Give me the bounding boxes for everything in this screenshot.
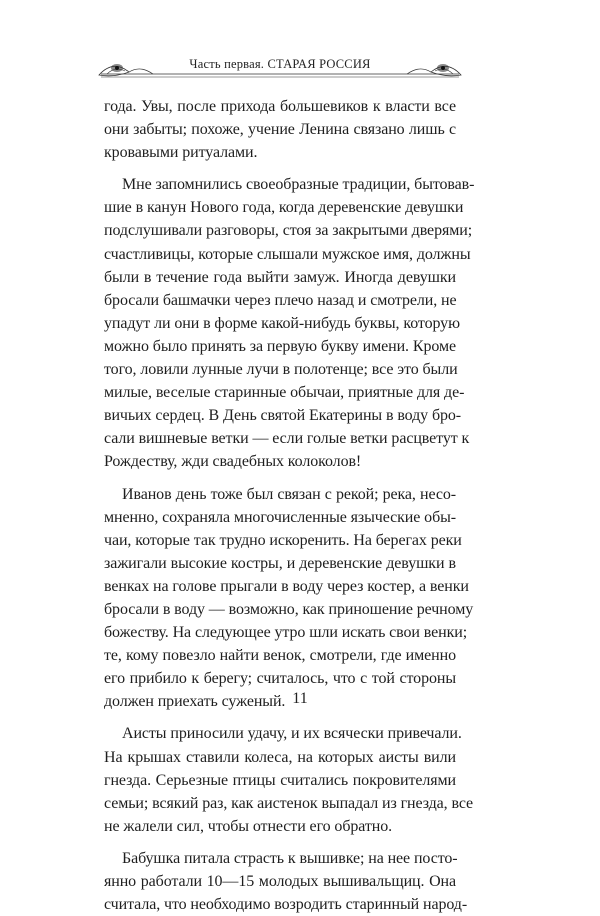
page-number: 11 bbox=[292, 690, 308, 707]
text-line: они забыты; похоже, учение Ленина связано лишь с bbox=[104, 121, 456, 139]
text-line: венках на голове прыгали в воду через костер, а венки bbox=[104, 577, 469, 595]
text-line: кровавыми ритуалами. bbox=[104, 144, 258, 162]
text-line: сали вишневые ветки — если голые ветки расцветут к bbox=[104, 430, 470, 448]
paragraph bbox=[104, 722, 474, 837]
text-line: Мне запомнились своеобразные традиции, бытовав- bbox=[122, 176, 475, 194]
header-title: Часть первая. СТАРАЯ РОССИЯ bbox=[189, 57, 371, 71]
text-line: мненно, сохраняла многочисленные языческие обы- bbox=[104, 508, 456, 526]
text-line: те, кому повезло найти венок, смотрели, где именно bbox=[104, 647, 456, 665]
text-line: гнезда. Серьезные птицы считались покровителями bbox=[104, 771, 456, 789]
text-line: На крышах ставили колеса, на которых аисты вили bbox=[104, 748, 456, 766]
text-line: должен приехать суженый. bbox=[104, 693, 286, 711]
paragraph bbox=[104, 173, 475, 473]
running-header bbox=[95, 50, 465, 84]
paragraph bbox=[104, 483, 474, 714]
paragraph bbox=[104, 95, 456, 164]
text-line: божеству. На следующее утро шли искать свои венки; bbox=[104, 624, 468, 642]
text-line: можно было принять за первую букву имени. Кроме bbox=[104, 337, 456, 355]
text-line: зажигали высокие костры, и деревенские девушки в bbox=[104, 554, 456, 572]
text-line: упадут ли они в форме какой-нибудь буквы, которую bbox=[104, 314, 460, 332]
text-line: считала, что необходимо возродить старинный народ- bbox=[104, 896, 468, 914]
text-line: бросали башмачки через плечо назад и смотрели, не bbox=[104, 291, 457, 309]
text-line: года. Увы, после прихода большевиков к власти все bbox=[104, 98, 456, 115]
text-line: вичьих сердец. В День святой Екатерины в воду бро- bbox=[104, 407, 462, 425]
text-line: Рождеству, жди свадебных колоколов! bbox=[104, 453, 362, 471]
text-line: того, ловили лунные лучи в полотенце; все это были bbox=[104, 361, 458, 379]
text-line: Бабушка питала страсть к вышивке; на нее посто- bbox=[122, 849, 458, 867]
text-line: янно работали 10—15 молодых вышивальщиц. Она bbox=[104, 873, 456, 890]
text-line: семьи; всякий раз, как аистенок выпадал из гнезда, все bbox=[104, 794, 474, 812]
text-line: Иванов день тоже был связан с рекой; река, несо- bbox=[122, 485, 456, 503]
text-line: шие в канун Нового года, когда деревенские девушки bbox=[104, 199, 464, 217]
text-line: его прибило к берегу; считалось, что с той стороны bbox=[104, 670, 456, 688]
text-line: Аисты приносили удачу, и их всячески привечали. bbox=[122, 725, 462, 743]
body-text bbox=[104, 95, 475, 916]
text-line: не жалели сил, чтобы отнести его обратно. bbox=[104, 817, 393, 835]
text-line: подслушивали разговоры, стоя за закрытыми дверями; bbox=[104, 222, 473, 240]
text-line: счастливицы, которые слышали мужское имя, должны bbox=[104, 245, 471, 263]
paragraph bbox=[104, 847, 468, 916]
text-line: были в течение года выйти замуж. Иногда девушки bbox=[104, 268, 456, 286]
text-line: бросали в воду — возможно, как приношение речному bbox=[104, 600, 474, 618]
text-line: чаи, которые так трудно искоренить. На берегах реки bbox=[104, 531, 462, 549]
text-line: милые, веселые старинные обычаи, приятные для де- bbox=[104, 384, 465, 402]
